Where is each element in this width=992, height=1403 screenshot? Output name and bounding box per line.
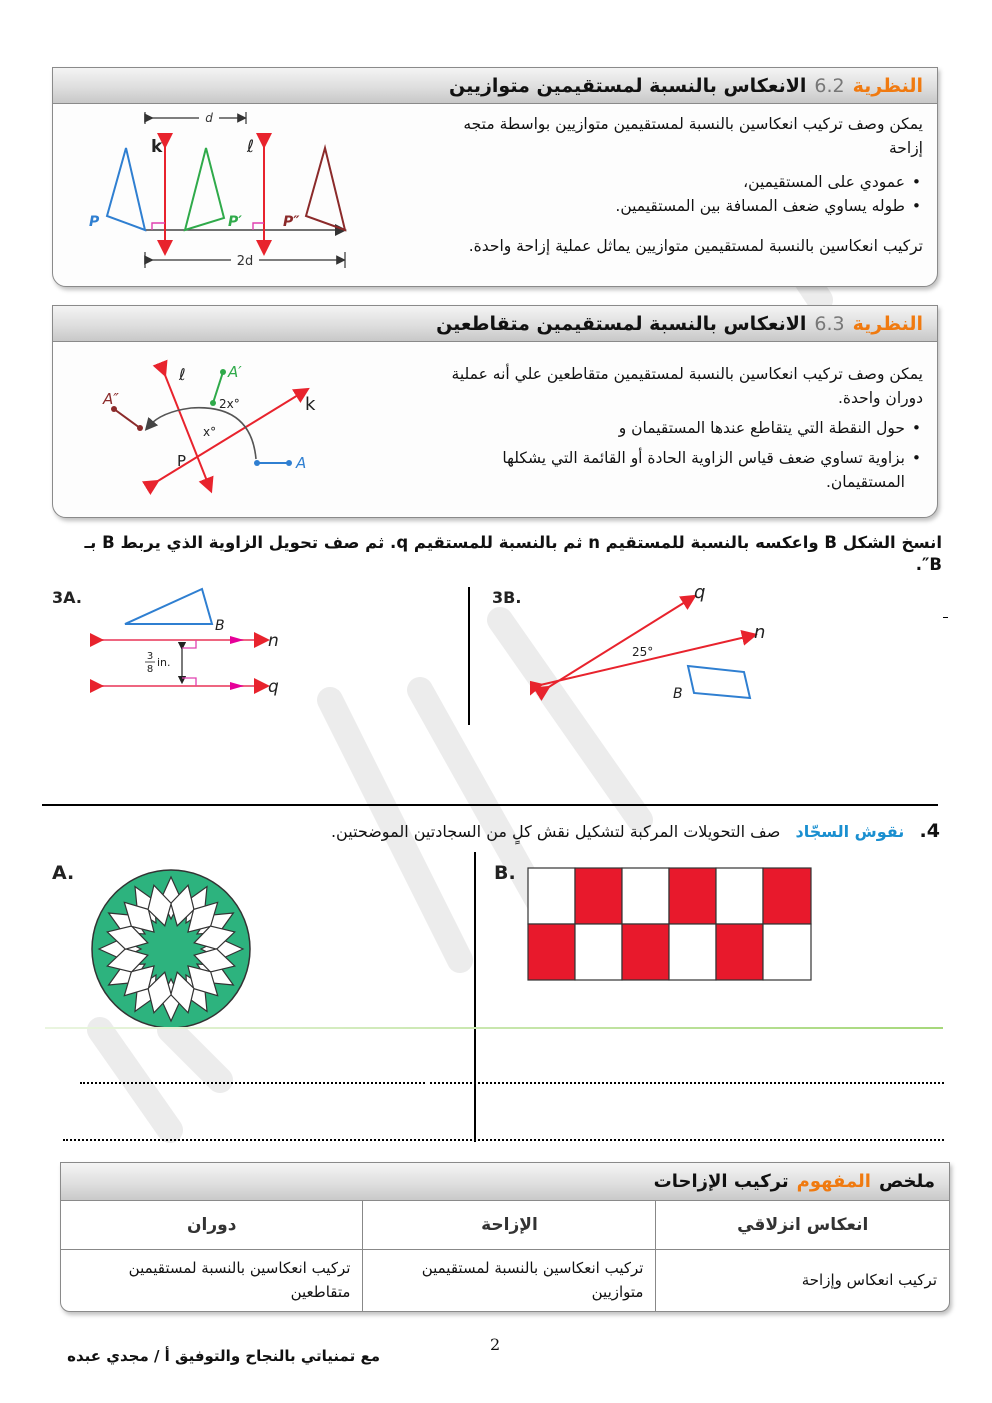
shape-b-label: B [673, 686, 683, 702]
theorem-title: الانعكاس بالنسبة لمستقيمين متوازيين [448, 74, 807, 97]
bullet-item: • طوله يساوي ضعف المسافة بين المستقيمين. [443, 194, 923, 218]
p-prime-label: P′ [228, 214, 242, 230]
line-n-label: n [268, 631, 279, 651]
p-label: P [89, 214, 100, 230]
green-separator [45, 1027, 943, 1029]
exercise-4-title: نقوش السجّاد [795, 822, 905, 841]
theorem-6-3-text [423, 362, 923, 494]
distance-unit: in. [157, 656, 171, 669]
line-l-label: ℓ [179, 365, 186, 384]
theorem-6-2-box [52, 67, 938, 287]
exercise-3a-figure [90, 584, 300, 699]
theorem-6-2-header [53, 68, 937, 104]
theorem-bullets [443, 170, 923, 218]
exercise-4-instruction: صف التحويلات المركبة لتشكيل نقش كلٍ من السجادتين الموضحتين. [330, 822, 781, 841]
page-number: 2 [490, 1335, 501, 1354]
theorem-bullets [423, 416, 923, 494]
section-divider [42, 804, 938, 806]
distance-denominator: 8 [146, 664, 154, 675]
exercise-4-line [150, 820, 940, 842]
exercise-3b-figure [530, 582, 780, 707]
bullet-item: • عمودي على المستقيمين، [443, 170, 923, 194]
table-cell: تركيب انعكاس وإزاحة [656, 1249, 949, 1311]
summary-highlight: المفهوم [796, 1171, 871, 1192]
rug-a-star-pattern [90, 868, 252, 1030]
point-a-label: A [296, 454, 307, 472]
exercise-4-divider [474, 852, 476, 1142]
exercise-3-divider [468, 587, 470, 725]
theorem-label: النظرية [852, 312, 923, 335]
table-cell: تركيب انعكاسين بالنسبة لمستقيمين متوازيين [363, 1249, 656, 1311]
distance-numerator: 3 [146, 651, 154, 662]
theorem-conclusion: تركيب انعكاسين بالنسبة لمستقيمين متوازيين يماثل عملية إزاحة واحدة. [468, 237, 923, 255]
column-header: الإزاحة [363, 1201, 656, 1249]
two-d-label: 2d [236, 254, 254, 269]
point-a-double-label: A″ [103, 390, 119, 408]
table-header-row [61, 1201, 949, 1249]
line-l-label: ℓ [247, 137, 255, 157]
summary-title: تركيب الإزاحات [653, 1171, 789, 1192]
theorem-intro: يمكن وصف تركيب انعكاسين بالنسبة لمستقيمين متوازيين بواسطة متجه إزاحة [463, 115, 923, 157]
parallel-reflection-figure [73, 106, 373, 276]
exercise-3-instruction: انسخ الشكل B واعكسه بالنسبة للمستقيم n ثم بالنسبة للمستقيم q. ثم صف تحويل الزاوية الذي يربط B بـ B″. [84, 533, 942, 574]
exercise-3b-label: 3B. [492, 588, 522, 607]
angle-2x-label: 2x° [219, 397, 240, 411]
line-n-label: n [754, 622, 766, 643]
summary-prefix: ملخص [878, 1171, 935, 1192]
table-row [61, 1249, 949, 1311]
line-k-label: k [151, 137, 163, 157]
rug-b-label: B. [494, 862, 516, 884]
table-cell: تركيب انعكاسين بالنسبة لمستقيمين متقاطعين [128, 1259, 351, 1302]
line-q-label: q [268, 677, 279, 697]
theorem-number: 6.3 [814, 312, 845, 335]
theorem-6-2-text [443, 112, 923, 218]
answer-line[interactable] [63, 1139, 944, 1141]
intersecting-reflection-figure [91, 356, 351, 496]
d-label: d [205, 111, 213, 125]
rug-b-checker-pattern [527, 867, 817, 981]
answer-line[interactable] [80, 1082, 425, 1084]
dash-mark [943, 617, 948, 618]
concept-summary-table [61, 1201, 949, 1311]
rug-a-label: A. [52, 862, 75, 884]
bullet-item: • بزاوية تساوي ضعف قياس الزاوية الحادة أو القائمة التي يشكلها المستقيمان. [423, 446, 923, 494]
column-header: انعكاس انزلاقي [656, 1201, 949, 1249]
exercise-4-number: 4. [919, 820, 940, 842]
concept-summary-header [61, 1163, 949, 1201]
theorem-title: الانعكاس بالنسبة لمستقيمين متقاطعين [436, 312, 807, 335]
point-p-label: P [177, 452, 187, 470]
answer-line[interactable] [430, 1082, 944, 1084]
angle-label: 25° [632, 645, 654, 659]
exercise-3a-label: 3A. [52, 588, 82, 607]
bullet-item: • حول النقطة التي يتقاطع عندها المستقيمان و [423, 416, 923, 440]
p-double-prime-label: P″ [283, 214, 300, 230]
line-k-label: k [305, 394, 316, 415]
line-q-label: q [694, 582, 706, 603]
theorem-6-3-header [53, 306, 937, 342]
theorem-number: 6.2 [814, 74, 845, 97]
point-a-prime-label: A′ [228, 363, 242, 381]
theorem-intro: يمكن وصف تركيب انعكاسين بالنسبة لمستقيمين متقاطعين علي أنه عملية دوران واحدة. [451, 365, 923, 407]
theorem-6-3-box [52, 305, 938, 518]
footer-text: مع تمنياتي بالنجاح والتوفيق أ / مجدي عبده [67, 1347, 380, 1365]
theorem-label: النظرية [852, 74, 923, 97]
concept-summary-box [60, 1162, 950, 1312]
angle-x-label: x° [203, 425, 217, 439]
shape-b-label: B [215, 618, 225, 634]
column-header: دوران [61, 1201, 363, 1249]
